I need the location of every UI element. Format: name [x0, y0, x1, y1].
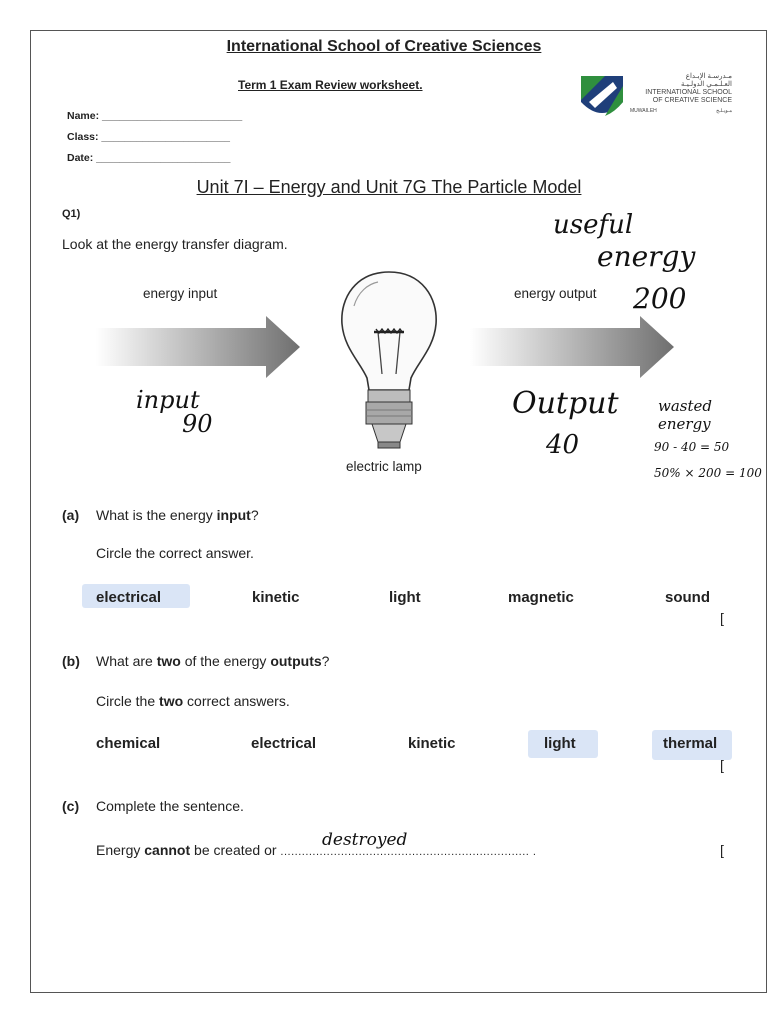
handwritten-energy: energy: [597, 240, 696, 273]
handwritten-wasted-energy: wasted energy: [658, 397, 712, 433]
question-prompt: Look at the energy transfer diagram.: [62, 236, 288, 252]
part-a-mark: [: [720, 610, 724, 626]
part-a-question: What is the energy input?: [96, 507, 259, 523]
part-b-letter: (b): [62, 653, 80, 669]
light-bulb-icon: [334, 266, 444, 452]
option-a-magnetic[interactable]: magnetic: [508, 589, 574, 606]
logo-city-ar: مـويـلـح: [716, 108, 732, 114]
electric-lamp-label: electric lamp: [346, 459, 422, 474]
date-field[interactable]: Date: _______________________: [67, 152, 231, 164]
handwritten-input-value: 90: [182, 410, 213, 438]
part-b-question: What are two of the energy outputs?: [96, 653, 330, 669]
logo-city-en: MUWAILEH: [630, 108, 657, 114]
option-a-sound[interactable]: sound: [665, 589, 710, 606]
school-logo-icon: [579, 72, 625, 124]
question-label: Q1): [62, 208, 81, 220]
logo-arabic-line1: مـدرسـة الإبـداع: [685, 73, 732, 80]
name-field[interactable]: Name: ________________________: [67, 110, 243, 122]
option-b-thermal[interactable]: thermal: [663, 735, 718, 752]
part-a-letter: (a): [62, 507, 80, 523]
part-b-mark: [: [720, 757, 724, 773]
handwritten-useful: useful: [553, 210, 634, 240]
part-c-mark: [: [720, 842, 724, 858]
handwritten-input: input: [136, 386, 200, 414]
option-a-kinetic[interactable]: kinetic: [252, 589, 300, 606]
handwritten-output-value: 40: [546, 430, 580, 460]
energy-output-label: energy output: [514, 286, 597, 301]
logo-english-line2: OF CREATIVE SCIENCE: [652, 97, 732, 104]
logo-english-line1: INTERNATIONAL SCHOOL: [645, 89, 732, 96]
answer-blank[interactable]: ...................................................................... .: [280, 846, 537, 858]
option-b-chemical[interactable]: chemical: [96, 735, 161, 752]
class-field[interactable]: Class: ______________________: [67, 131, 230, 143]
handwritten-calc-2: 50% × 200 = 100: [654, 466, 762, 480]
school-name: International School of Creative Sciences: [226, 38, 542, 55]
output-arrow: [470, 316, 676, 378]
part-c-letter: (c): [62, 798, 80, 814]
input-arrow: [96, 316, 302, 378]
option-a-light[interactable]: light: [389, 589, 421, 606]
handwritten-answer-c: destroyed: [322, 830, 408, 850]
energy-input-label: energy input: [143, 286, 218, 301]
part-c-instruction: Complete the sentence.: [96, 798, 244, 814]
unit-title: Unit 7I – Energy and Unit 7G The Particle Model: [196, 177, 582, 197]
option-b-electrical[interactable]: electrical: [251, 735, 317, 752]
option-a-electrical[interactable]: electrical: [96, 589, 162, 606]
handwritten-calc-1: 90 - 40 = 50: [654, 440, 730, 454]
worksheet-title: Term 1 Exam Review worksheet.: [238, 78, 423, 92]
option-b-kinetic[interactable]: kinetic: [408, 735, 456, 752]
part-a-instruction: Circle the correct answer.: [96, 545, 254, 561]
school-logo-text: [630, 73, 732, 115]
handwritten-output: Output: [512, 386, 619, 421]
handwritten-useful-value: 200: [633, 282, 687, 315]
option-b-light[interactable]: light: [544, 735, 576, 752]
logo-arabic-line2: العـلـمـي الدولـيـة: [681, 81, 732, 88]
part-b-instruction: Circle the two correct answers.: [96, 693, 290, 709]
part-c-sentence: Energy cannot be created or ...................................................................... .: [96, 842, 537, 858]
